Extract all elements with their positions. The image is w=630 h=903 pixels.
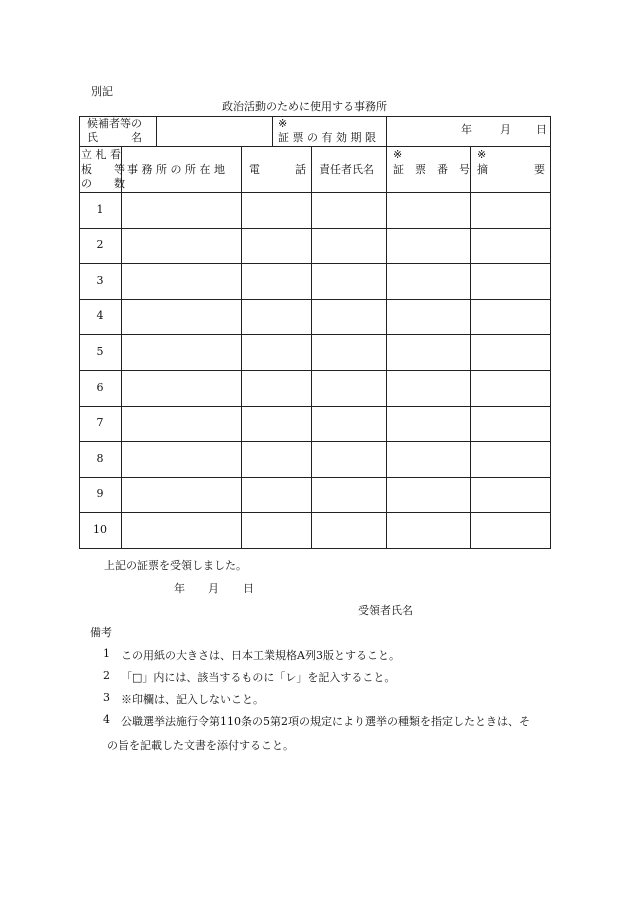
validity-note-mark: ※	[278, 117, 288, 130]
note-number: 2	[103, 669, 110, 682]
note-text: ※印欄は、記入しないこと。	[121, 693, 264, 706]
note-text: 「□」内には、該当するものに「レ」を記入すること。	[121, 671, 396, 684]
row-number: 10	[93, 523, 107, 536]
note-number: 4	[103, 713, 110, 726]
row-number: 5	[96, 345, 104, 358]
validity-month: 月	[500, 123, 511, 136]
col-remarks-mark: ※	[477, 148, 487, 161]
col-cert-mark: ※	[393, 148, 403, 161]
note-number: 3	[103, 691, 110, 704]
validity-year: 年	[461, 123, 472, 136]
col-remarks-2: 要	[534, 163, 545, 176]
row-number: 4	[96, 309, 104, 322]
page-title: 政治活動のために使用する事務所	[222, 100, 387, 113]
col-phone-1: 電	[249, 163, 260, 176]
candidate-label: 候補者等の	[87, 117, 142, 130]
col-remarks-1: 摘	[477, 163, 488, 176]
receipt-day: 日	[243, 582, 254, 595]
row-number: 6	[96, 381, 104, 394]
col-sign-count-1: 立 札 看	[81, 148, 121, 161]
row-number: 1	[96, 203, 104, 216]
col-responsible-name: 責任者氏名	[319, 163, 374, 176]
col-office-location: 事 務 所 の 所 在 地	[127, 163, 225, 176]
receiver-name-label: 受領者氏名	[358, 604, 413, 617]
note-text: 公職選挙法施行令第110条の5第2項の規定により選挙の種類を指定したときは、そ	[121, 715, 530, 728]
row-number: 2	[96, 238, 104, 251]
col-sign-count-3: の 数	[81, 177, 125, 190]
receipt-year: 年	[174, 582, 185, 595]
notes-heading: 備考	[90, 626, 112, 639]
note-continuation: の旨を記載した文書を添付すること。	[107, 739, 294, 752]
note-text: この用紙の大きさは、日本工業規格A列3版とすること。	[121, 649, 400, 662]
row-number: 3	[96, 274, 104, 287]
col-cert-number: 証 票 番 号	[393, 163, 470, 176]
document-label: 別記	[91, 85, 113, 98]
note-number: 1	[103, 647, 110, 660]
row-number: 8	[96, 452, 104, 465]
col-phone-2: 話	[295, 163, 306, 176]
receipt-statement: 上記の証票を受領しました。	[104, 559, 247, 572]
row-number: 7	[96, 416, 104, 429]
receipt-month: 月	[208, 582, 219, 595]
validity-day: 日	[536, 123, 547, 136]
row-number: 9	[96, 487, 104, 500]
office-table	[79, 116, 551, 549]
candidate-label-name: 氏 名	[87, 131, 142, 144]
col-sign-count-2: 板 等	[81, 163, 125, 176]
validity-label: 証 票 の 有 効 期 限	[278, 131, 376, 144]
